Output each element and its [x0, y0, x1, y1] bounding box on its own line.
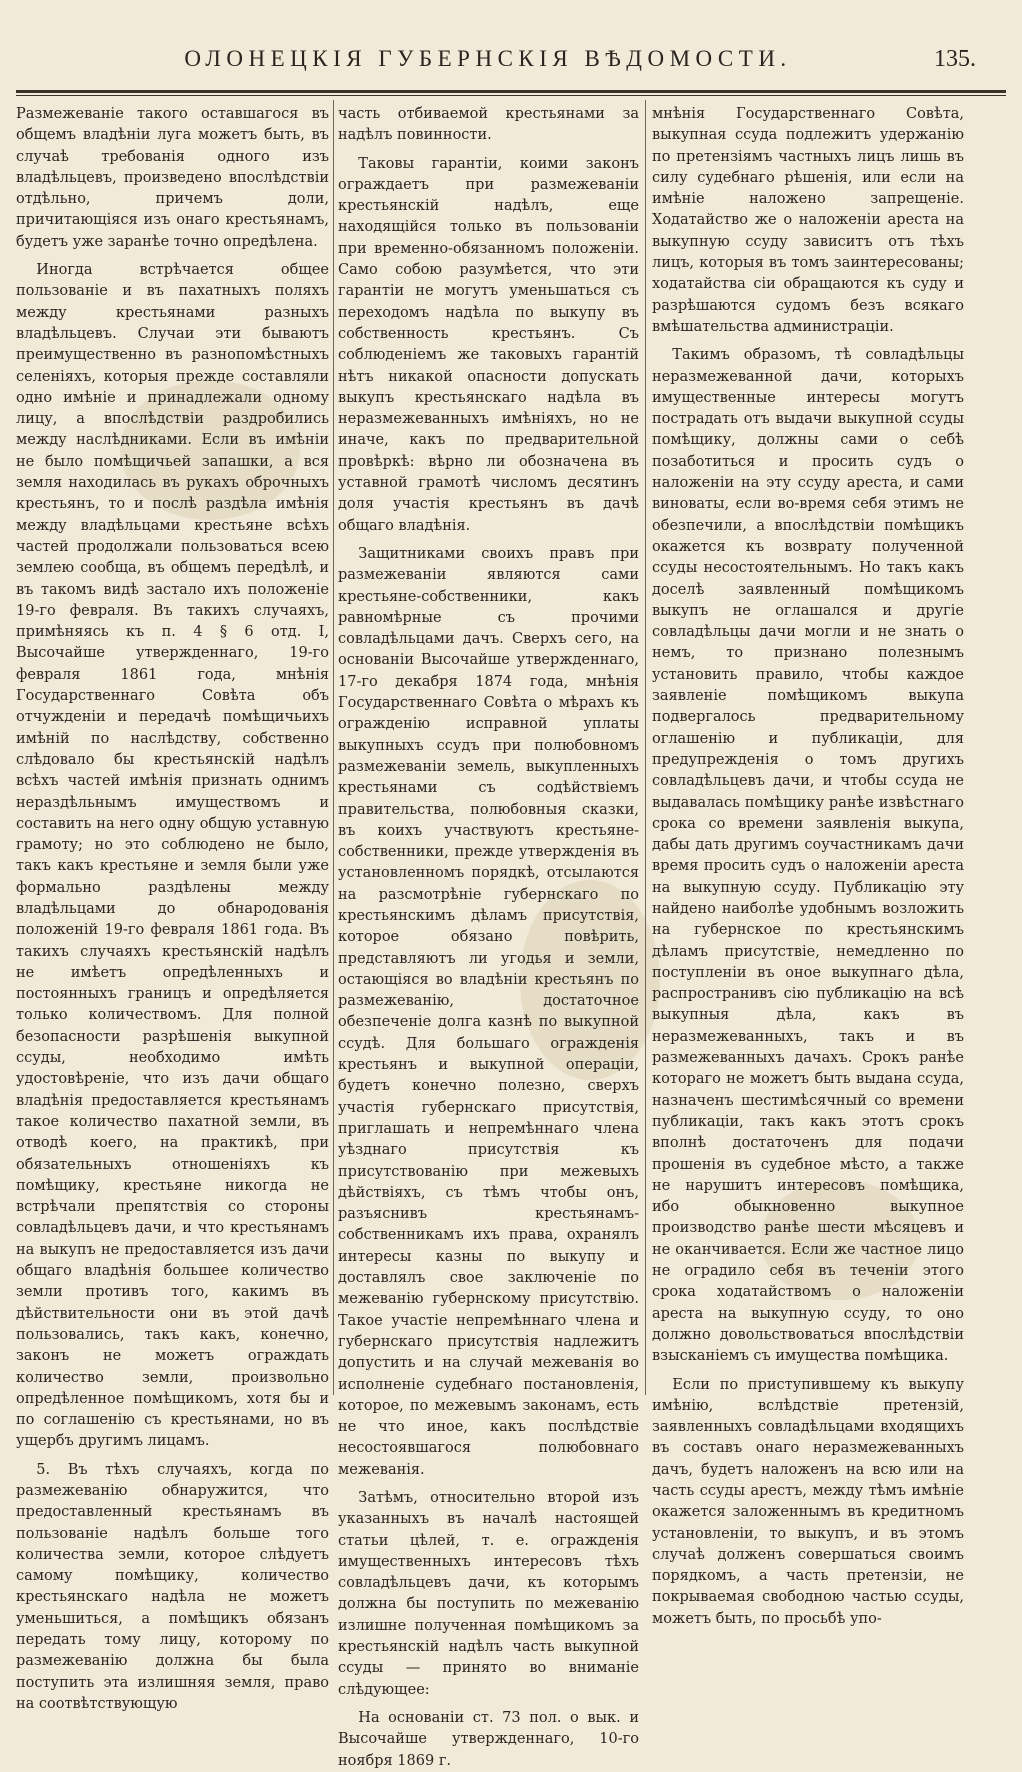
paragraph: Затѣмъ, относительно второй изъ указанныхъ въ началѣ настоящей статьи цѣлей, т. е. огражденія имущественныхъ интересовъ тѣхъ совладѣльцевъ дачи, къ которымъ должна бы поступить по межеванію излишне полученная помѣщикомъ за крестьянскій надѣлъ часть выкупной ссуды — принято во вниманіе слѣдующее: [338, 1490, 639, 1698]
column-divider [645, 100, 646, 1395]
paragraph: Если по приступившему къ выкупу имѣнію, вслѣдствіе претензій, заявленныхъ совладѣльцами входящихъ въ составъ онаго неразмежеванныхъ дачъ, будетъ наложенъ на всю или на часть ссуды арестъ, между тѣмъ имѣніе окажется заложеннымъ въ кредитномъ установленіи, то выкупъ, и въ этомъ случаѣ долженъ совершаться своимъ порядкомъ, а часть претензіи, не покрываемая свободною частью ссуды, можетъ быть, по просьбѣ упо- [652, 1376, 964, 1627]
header-rule-thick [16, 90, 1006, 93]
paragraph: Защитниками своихъ правъ при размежеваніи являются сами крестьяне-собственники, какъ равномѣрные съ прочими совладѣльцами дачъ. Сверхъ сего, на основаніи Высочайше утвержденнаго, 17-го декабря 1874 года, мнѣнія Государственнаго Совѣта о мѣрахъ къ огражденію исправной уплаты выкупныхъ ссудъ при полюбовномъ размежеваніи земель, выкупленныхъ крестьянами съ содѣйствіемъ правительства, полюбовныя сказки, въ коихъ участвуютъ крестьяне-собственники, прежде утвержденія въ установленномъ порядкѣ, отсылаются на разсмотрѣніе губернскаго по крестьянскимъ дѣламъ присутствія, которое обязано повѣрить, представляютъ ли угодья и земли, остающіяся во владѣніи крестьянъ по размежеванію, достаточное обезпеченіе долга казнѣ по выкупной ссудѣ. Для большаго огражденія крестьянъ и выкупной операціи, будетъ конечно полезно, сверхъ участія губернскаго присутствія, приглашать и непремѣннаго члена уѣзднаго присутствія къ присутствованію при межевыхъ дѣйствіяхъ, съ тѣмъ чтобы онъ, разъяснивъ крестьянамъ-собственникамъ ихъ права, охранялъ интересы казны по выкупу и доставлялъ свое заключеніе по межеванію губернскому присутствію. Такое участіе непремѣннаго члена и губернскаго присутствія надлежитъ допустить и на случай межеванія во исполненіе судебнаго постановленія, которое, по межевымъ законамъ, есть не что иное, какъ послѣдствіе несостоявшагося полюбовнаго межеванія. [338, 545, 639, 1478]
newspaper-title: ОЛОНЕЦКІЯ ГУБЕРНСКІЯ ВѢДОМОСТИ. [184, 46, 792, 71]
paragraph: Размежеваніе такого оставшагося въ общемъ владѣніи луга можетъ быть, въ случаѣ требованія одного изъ владѣльцевъ, произведено впослѣдствіи отдѣльно, причемъ доли, причитающіяся изъ онаго крестьянамъ, будетъ уже заранѣе точно опредѣлена. [16, 106, 329, 250]
paragraph: Такимъ образомъ, тѣ совладѣльцы неразмежеванной дачи, которыхъ имущественные интересы могутъ пострадать отъ выдачи выкупной ссуды помѣщику, должны сами о себѣ позаботиться и просить судъ о наложеніи на эту ссуду ареста, и сами виноваты, если во-время себя этимъ не обезпечили, а впослѣдствіи помѣщикъ окажется къ возврату полученной ссуды несостоятельнымъ. Но такъ какъ доселѣ заявленный помѣщикомъ выкупъ не оглашался и другіе совладѣльцы дачи могли и не знать о немъ, то признано полезнымъ установить правило, чтобы каждое заявленіе помѣщикомъ выкупа подвергалось предварительному оглашенію и публикаціи, для предупрежденія о томъ другихъ совладѣльцевъ дачи, и чтобы ссуда не выдавалась помѣщику ранѣе извѣстнаго срока со времени заявленія выкупа, дабы дать другимъ соучастникамъ дачи время просить судъ о наложеніи ареста на выкупную ссуду. Публикацію эту найдено наиболѣе удобнымъ возложить на губернское по крестьянскимъ дѣламъ присутствіе, немедленно по поступленіи въ оное выкупнаго дѣла, распространивъ сію публикацію на всѣ выкупныя дѣла, какъ въ неразмежеванныхъ, такъ и въ размежеванныхъ дачахъ. Срокъ ранѣе котораго не можетъ быть выдана ссуда, назначенъ шестимѣсячный со времени публикаціи, такъ какъ этотъ срокъ вполнѣ достаточенъ для подачи прошенія въ судебное мѣсто, а также не нарушитъ интересовъ помѣщика, ибо обыкновенно выкупное производство ранѣе шести мѣсяцевъ и не оканчивается. Если же частное лицо не оградило себя въ теченіи этого срока ходатайствомъ о наложеніи ареста на выкупную ссуду, то оно должно довольствоваться впослѣдствіи взысканіемъ съ имущества помѣщика. [652, 347, 964, 1365]
paragraph: Таковы гарантіи, коими законъ ограждаетъ при размежеваніи крестьянскій надѣлъ, еще находящійся только въ пользованіи при временно-обязанномъ положеніи. Само собою разумѣется, что эти гарантіи не могутъ уменьшаться съ переходомъ надѣла по выкупу въ собственность крестьянъ. Съ соблюденіемъ же таковыхъ гарантій нѣтъ никакой опасности допускать выкупъ крестьянскаго надѣла въ неразмежеванныхъ имѣніяхъ, но не иначе, какъ по предварительной провѣркѣ: вѣрно ли обозначена въ уставной грамотѣ числомъ десятинъ доля участія крестьянъ въ дачѣ общаго владѣнія. [338, 155, 639, 534]
paragraph: 5. Въ тѣхъ случаяхъ, когда по размежеванію обнаружится, что предоставленный крестьянамъ въ пользованіе надѣлъ больше того количества земли, которое слѣдуетъ самому помѣщику, количество крестьянскаго надѣла не можетъ уменьшиться, а помѣщикъ обязанъ передать тому лицу, которому по размежеванію должна бы была поступить эта излишняя земля, право на соотвѣтствующую [16, 1461, 329, 1712]
paragraph: Иногда встрѣчается общее пользованіе и въ пахатныхъ поляхъ между крестьянами разныхъ владѣльцевъ. Случаи эти бываютъ преимущественно въ разнопомѣстныхъ селеніяхъ, которыя прежде составляли одно имѣніе и принадлежали одному лицу, а впослѣдствіи раздробились между наслѣдниками. Если въ имѣніи не было помѣщичьей запашки, а вся земля находилась въ рукахъ оброчныхъ крестьянъ, то и послѣ раздѣла имѣнія между владѣльцами крестьяне всѣхъ частей продолжали пользоваться всею землею сообща, въ общемъ передѣлѣ, и въ такомъ видѣ застало ихъ положеніе 19-го февраля. Въ такихъ случаяхъ, примѣняясь къ п. 4 § 6 отд. I, Высочайше утвержденнаго, 19-го февраля 1861 года, мнѣнія Государственнаго Совѣта объ отчужденіи и передачѣ помѣщичьихъ имѣній по наслѣдству, собственно слѣдовало бы крестьянскій надѣлъ всѣхъ частей имѣнія признать однимъ нераздѣльнымъ имуществомъ и составить на него одну общую уставную грамоту; но это соблюдено не было, такъ какъ крестьяне и земля были уже формально раздѣлены между владѣльцами до обнародованія положеній 19-го февраля 1861 года. Въ такихъ случаяхъ крестьянскій надѣлъ не имѣетъ опредѣленныхъ и постоянныхъ границъ и опредѣляется только количествомъ. Для полной безопасности разрѣшенія выкупной ссуды, необходимо имѣть удостовѣреніе, что изъ дачи общаго владѣнія предоставляется крестьянамъ такое количество пахатной земли, въ отводѣ коего, на практикѣ, при обязательныхъ отношеніяхъ къ помѣщику, крестьяне никогда не встрѣчали препятствія со стороны совладѣльцевъ дачи, и что крестьянамъ на выкупъ не предоставляется изъ дачи общаго владѣнія большее количество земли противъ того, какимъ въ дѣйствительности они въ этой дачѣ пользовались, такъ какъ, конечно, законъ не можетъ ограждать количество земли, произвольно опредѣленное помѣщикомъ, хотя бы и по соглашенію съ крестьянами, но въ ущербъ другимъ лицамъ. [16, 262, 329, 1450]
column-divider [333, 100, 334, 1395]
paragraph: часть отбиваемой крестьянами за надѣлъ повинности. [338, 106, 639, 144]
text-column-1 [16, 104, 329, 1712]
header-rule-thin [16, 95, 1006, 96]
paragraph: На основаніи ст. 73 пол. о вык. и Высочайше утвержденнаго, 10-го ноября 1869 г. [338, 1709, 639, 1769]
text-column-2 [338, 104, 639, 1769]
text-column-3 [652, 104, 964, 1627]
page-header [0, 46, 1022, 86]
page-number: 135. [934, 46, 976, 72]
paragraph: мнѣнія Государственнаго Совѣта, выкупная ссуда подлежитъ удержанію по претензіямъ частныхъ лицъ лишь въ силу судебнаго рѣшенія, или если на имѣніе наложено запрещеніе. Ходатайство же о наложеніи ареста на выкупную ссуду зависитъ отъ тѣхъ лицъ, которыя въ томъ заинтересованы; ходатайства сіи обращаются къ суду и разрѣшаются судомъ безъ всякаго вмѣшательства администраціи. [652, 106, 964, 335]
